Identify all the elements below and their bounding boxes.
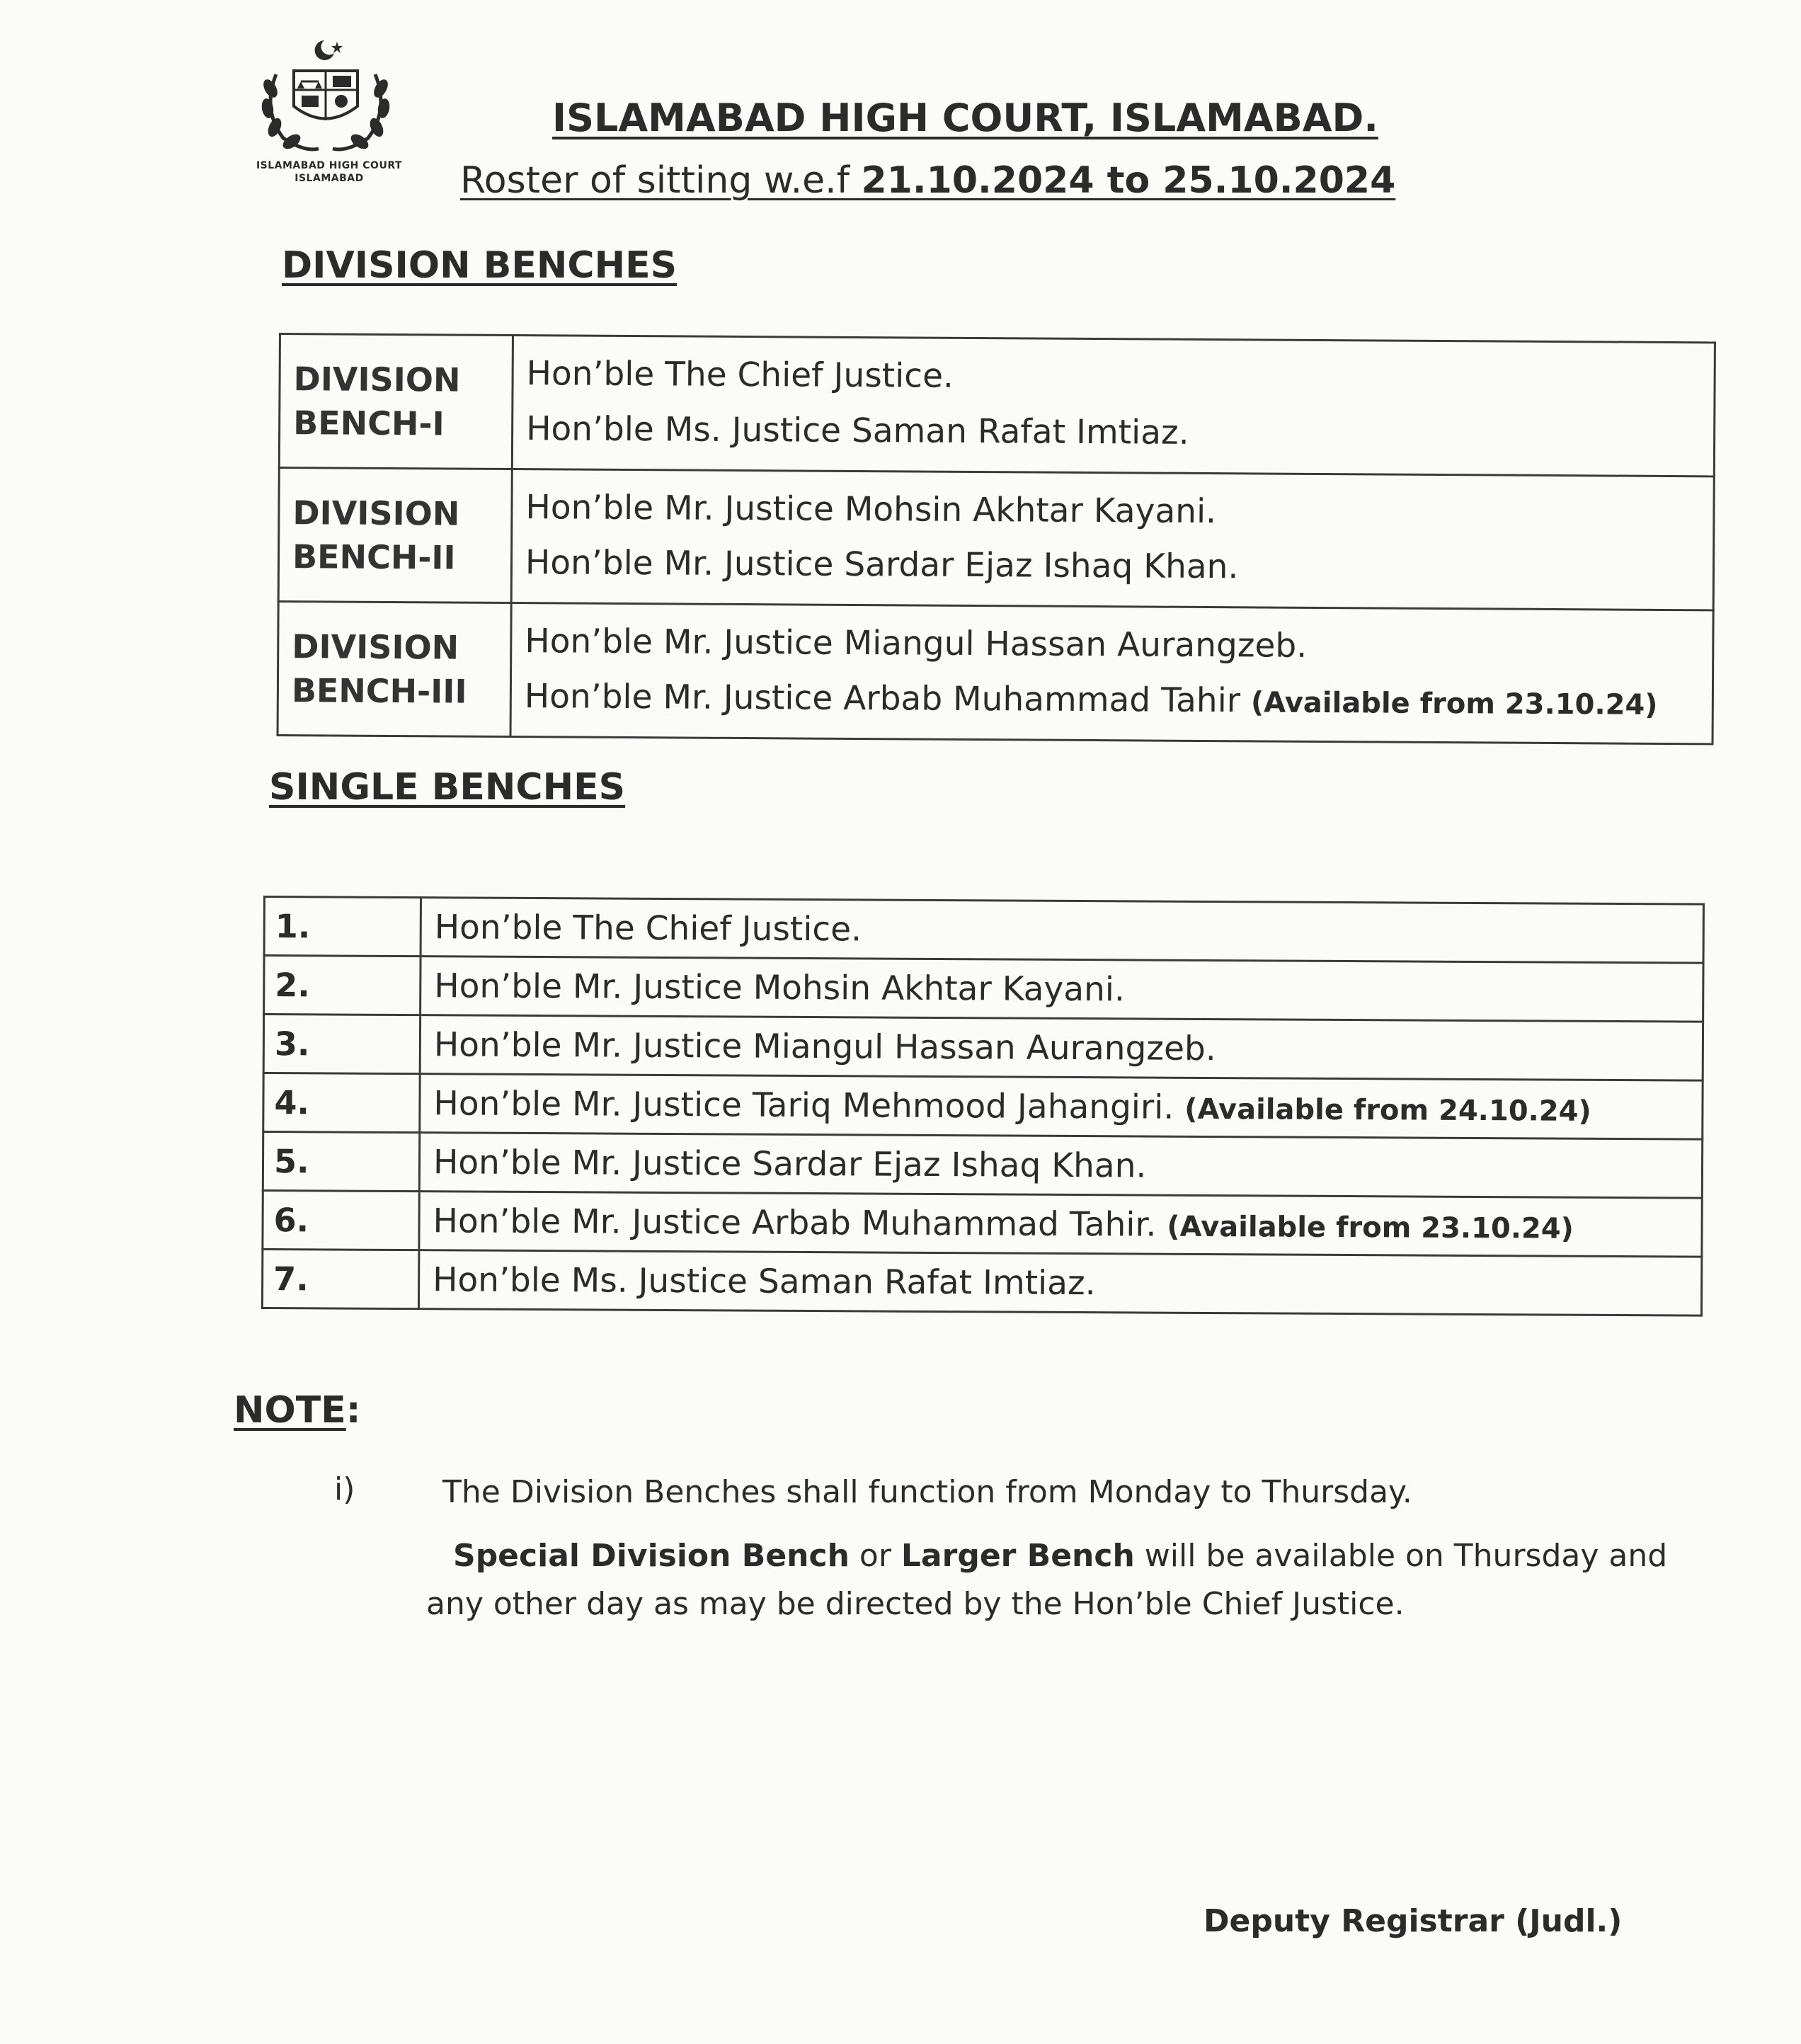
note-heading-colon: : — [345, 1389, 361, 1432]
note-line-1: The Division Benches shall function from Monday to Thursday. — [442, 1474, 1412, 1510]
judge-name: Hon’ble Mr. Justice Miangul Hassan Aurangzeb. — [525, 622, 1308, 666]
availability-note: (Available from 23.10.24) — [1167, 1210, 1574, 1245]
roster-period-prefix: Roster of sitting w.e.f — [460, 159, 862, 202]
document-title: ISLAMABAD HIGH COURT, ISLAMABAD. — [552, 96, 1378, 140]
row-number: 3. — [263, 1015, 420, 1074]
bench-label-line1: DIVISION — [292, 493, 460, 533]
bench-label — [278, 602, 511, 737]
judge-name: Hon’ble Mr. Justice Arbab Muhammad Tahir — [524, 677, 1252, 721]
availability-note: (Available from 23.10.24) — [1250, 686, 1658, 721]
single-bench-row — [262, 1250, 1701, 1316]
note-text: or — [849, 1538, 901, 1574]
division-benches-table — [277, 333, 1716, 745]
judge-cell — [420, 1074, 1703, 1139]
note-heading-text: NOTE — [234, 1389, 346, 1432]
judge-cell — [419, 1133, 1702, 1198]
note-text: will be available on Thursday and — [1134, 1538, 1668, 1574]
bench-label-line2: BENCH-II — [292, 537, 456, 577]
judge-name: Hon’ble Mr. Justice Sardar Ejaz Ishaq Khan. — [525, 543, 1239, 587]
roster-period — [460, 159, 1395, 202]
judge-cell — [421, 898, 1703, 963]
bench-judges — [511, 469, 1714, 610]
judge-name: Hon’ble Mr. Justice Mohsin Akhtar Kayani. — [434, 966, 1126, 1009]
logo-caption-line2: ISLAMABAD — [295, 173, 364, 184]
row-number: 4. — [263, 1073, 420, 1133]
judge-name-with-note — [525, 535, 1700, 599]
judge-cell — [419, 1192, 1702, 1257]
bench-judges — [510, 603, 1713, 744]
row-number: 1. — [264, 897, 421, 957]
note-line-2 — [453, 1538, 1667, 1574]
availability-note: (Available from 24.10.24) — [1184, 1092, 1591, 1128]
judge-name: Hon’ble Mr. Justice Arbab Muhammad Tahir. — [433, 1201, 1167, 1245]
judge-name: Hon’ble Mr. Justice Mohsin Akhtar Kayani. — [525, 488, 1217, 532]
single-benches-table — [261, 896, 1705, 1317]
bench-label-line1: DIVISION — [292, 627, 459, 667]
single-bench-row — [264, 956, 1703, 1022]
single-bench-row — [263, 1191, 1702, 1257]
row-number: 6. — [263, 1191, 419, 1250]
note-item-number: i) — [334, 1471, 355, 1507]
judge-cell — [418, 1250, 1701, 1315]
row-number: 5. — [263, 1132, 419, 1192]
division-bench-row — [278, 468, 1714, 610]
judge-name: Hon’ble Mr. Justice Miangul Hassan Aurangzeb. — [433, 1024, 1216, 1068]
judge-name: Hon’ble Ms. Justice Saman Rafat Imtiaz. — [433, 1260, 1096, 1303]
bench-label — [278, 468, 512, 603]
judge-name-with-note — [526, 401, 1700, 465]
judge-name: Hon’ble Ms. Justice Saman Rafat Imtiaz. — [526, 409, 1189, 452]
single-benches-heading: SINGLE BENCHES — [269, 766, 626, 809]
judge-cell — [421, 957, 1703, 1022]
bench-label — [279, 334, 513, 469]
bench-judges — [512, 336, 1715, 476]
division-benches-heading: DIVISION BENCHES — [282, 244, 677, 287]
single-bench-row — [263, 1132, 1702, 1199]
signature-designation: Deputy Registrar (Judl.) — [1203, 1903, 1623, 1939]
judge-name: Hon’ble Mr. Justice Sardar Ejaz Ishaq Khan. — [433, 1142, 1147, 1186]
judge-name: Hon’ble Mr. Justice Tariq Mehmood Jahangiri. — [433, 1083, 1185, 1127]
single-bench-row — [263, 1015, 1703, 1081]
row-number: 2. — [264, 956, 421, 1015]
bench-label-line1: DIVISION — [293, 360, 461, 399]
bench-label-line2: BENCH-I — [293, 404, 445, 443]
note-line-3: any other day as may be directed by the Hon’ble Chief Justice. — [426, 1586, 1405, 1622]
note-heading — [234, 1389, 361, 1432]
roster-period-dates: 21.10.2024 to 25.10.2024 — [861, 159, 1396, 202]
division-bench-row — [278, 602, 1713, 744]
judge-name: Hon’ble The Chief Justice. — [526, 354, 954, 396]
judge-cell — [420, 1015, 1703, 1080]
note-bold-text: Larger Bench — [901, 1538, 1135, 1574]
judge-name-with-note — [525, 669, 1699, 733]
division-bench-row — [279, 334, 1715, 476]
note-bold-text: Special Division Bench — [453, 1538, 850, 1574]
row-number: 7. — [262, 1250, 418, 1309]
judge-name: Hon’ble The Chief Justice. — [434, 907, 862, 949]
court-emblem-logo — [234, 32, 418, 159]
logo-caption-line1: ISLAMABAD HIGH COURT — [256, 160, 403, 171]
single-bench-row — [264, 897, 1703, 964]
bench-label-line2: BENCH-III — [291, 671, 467, 711]
single-bench-row — [263, 1073, 1703, 1140]
